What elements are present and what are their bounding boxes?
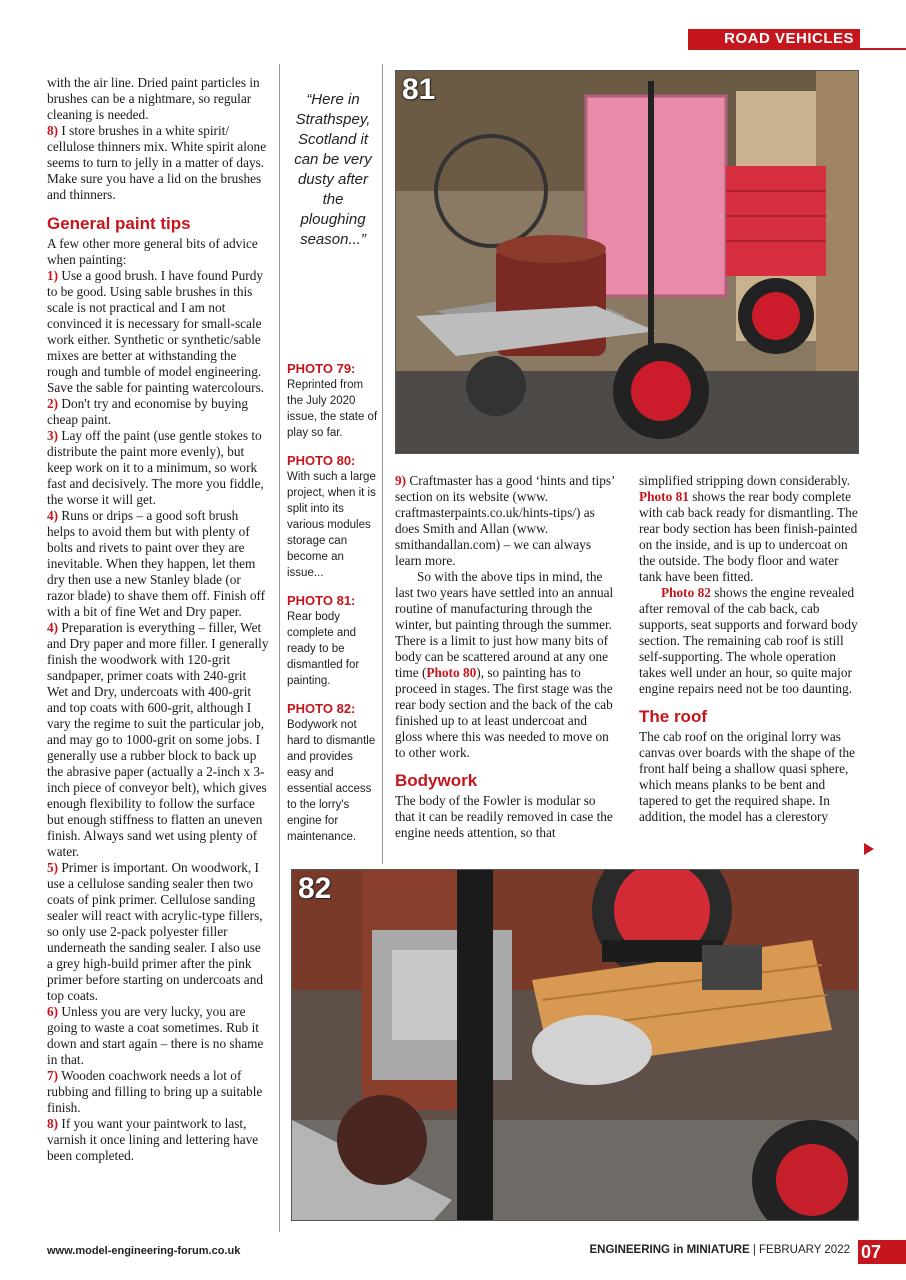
text: So with the above tips in mind, the last two years have settled into an annual routine of manufacturing through the winter, but painting through the summer. There is a limit to just how many bits of body can be scattered around at any one time ( [395,569,614,680]
column-1 [47,75,269,1164]
item-number: 4) [47,620,59,635]
item-text: Wooden coachwork needs a lot of rubbing and filling to bring up a suitable finish. [47,1068,263,1115]
paragraph: The cab roof on the original lorry was canvas over boards with the shape of the front half being a shallow quasi sphere, which means planks to be bent and tapered to get the required shape. In addition, the model has a clerestory [639,729,856,824]
list-item [47,508,269,620]
item-number: 5) [47,860,59,875]
list-item [47,123,269,203]
caption-heading: PHOTO 81: [287,593,356,608]
item-number: 8) [47,1116,59,1131]
footer-website: www.model-engineering-forum.co.uk [47,1245,241,1257]
list-item [47,268,269,396]
photo-82 [291,869,859,1221]
photo-reference: Photo 81 [639,489,689,504]
paragraph: The body of the Fowler is modular so that it can be readily removed in case the engine needs attention, so that [395,793,613,840]
section-header [688,29,860,48]
column-divider [382,64,383,864]
item-number: 8) [47,123,59,138]
lorry-engine-image [292,870,859,1221]
lorry-rear-body-image [396,71,859,454]
paragraph [639,585,859,697]
list-item [47,1116,269,1164]
photo-number: 81 [402,73,436,106]
item-number: 2) [47,396,59,411]
text: shows the rear body complete with cab back ready for dismantling. The rear body section has been finish-painted on the inside, and is up to undercoat on the outside. The body floor and water tank have been fitted. [639,489,858,584]
caption-text: Bodywork not hard to dismantle and provides easy and essential access to the lorry's engine for maintenance. [287,719,376,843]
list-item [47,860,269,1004]
item-number: 3) [47,428,59,443]
section-title: ROAD VEHICLES [724,30,854,47]
subheading-the-roof: The roof [639,707,707,726]
caption-text: With such a large project, when it is split into its various modules storage can become an issue... [287,471,376,579]
item-number: 1) [47,268,59,283]
list-item [47,396,269,428]
item-text: Lay off the paint (use gentle stokes to distribute the paint more evenly), but keep work on it to a minimum, so work fast and decisively. The more you fiddle, the worse it will get. [47,428,264,507]
photo-number: 82 [298,872,332,905]
item-number: 6) [47,1004,59,1019]
magazine-title: ENGINEERING in MINIATURE [589,1244,750,1256]
text: simplified stripping down considerably. [639,473,851,488]
column-3 [395,473,617,841]
caption-text: Rear body complete and ready to be dismantled for painting. [287,611,360,687]
item-text: Unless you are very lucky, you are going to waste a coat sometimes. Rub it down and start again – there is no shame in that. [47,1004,264,1067]
continue-arrow-icon [864,843,874,855]
item-text: Primer is important. On woodwork, I use a cellulose sanding sealer then two coats of pink primer. Cellulose sanding sealer will react with acrylic-type fillers, so only use 2-pack polyester filler underneath the sanding sealer. I also use a grey high-build primer after the pink primer before starting on undercoats and top coats. [47,860,263,1003]
item-text: Use a good brush. I have found Purdy to be good. Using sable brushes in this scale is not practical and I am not convinced it is necessary for small-scale work either. Synthetic or synthetic/sable mixes are better at withstanding the rough and tumble of model engineering. Save the sable for painting watercolours. [47,268,265,395]
footer-publication [589,1242,850,1258]
list-item [47,428,269,508]
paragraph: with the air line. Dried paint particles in brushes can be a nightmare, so regular cleaning is needed. [47,75,260,122]
paragraph: A few other more general bits of advice when painting: [47,236,258,267]
photo-reference: Photo 82 [661,585,711,600]
page-number: 07 [858,1240,906,1264]
list-item [47,1068,269,1116]
text: ), so painting has to proceed in stages. The first stage was the rear body section and the back of the cab finished up to at least undercoat and gloss where this was needed to move on to other work. [395,665,613,760]
item-text: Craftmaster has a good ‘hints and tips’ section on its website (www. craftmasterpaints.co.uk/hints-tips/) as does Smith and Allan (www. smithandallan.com) – we can always learn more. [395,473,615,568]
item-number: 7) [47,1068,59,1083]
subheading-bodywork: Bodywork [395,771,478,790]
column-divider [279,64,280,1232]
paragraph [639,473,859,585]
caption-heading: PHOTO 79: [287,361,356,376]
list-item [47,1004,269,1068]
list-item [395,473,617,569]
caption-text: Reprinted from the July 2020 issue, the state of play so far. [287,379,378,439]
caption-heading: PHOTO 80: [287,453,356,468]
item-text: If you want your paintwork to last, varnish it once lining and lettering have been completed. [47,1116,259,1163]
item-number: 9) [395,473,407,488]
pull-quote: “Here in Strathspey, Scotland it can be very dusty after the ploughing season...” [294,91,372,248]
item-text: Runs or drips – a good soft brush helps to avoid them but with plenty of bolts and rivets to paint over they are inevitable. When they happen, let them dry then use a new Stanley blade (or razor blade) to shave them off. Finish off with a bit of fine Wet and Dry paper. [47,508,266,619]
column-4 [639,473,859,825]
subheading-general-paint-tips: General paint tips [47,214,191,233]
paragraph [395,569,617,761]
photo-captions [287,361,379,845]
issue-date: | FEBRUARY 2022 [749,1244,850,1256]
item-text: Preparation is everything – filler, Wet and Dry paper and more filler. I generally finish the woodwork with 120-grit sandpaper, primer coats with 240-grit Wet and Dry, undercoats with 400-grit and top coats with 600-grit, although I vary the regime to suit the particular job, and may go to 1000-grit on some jobs. I generally use a rubber block to back up the abrasive paper (actually a 2-inch x 3-inch piece of conveyor belt), which gives enough flexibility to follow the surface but enough stiffness to flatten an uneven finish. Always sand wet using plenty of water. [47,620,269,859]
item-text: I store brushes in a white spirit/ cellulose thinners mix. White spirit alone seems to turn to jelly in a matter of days. Make sure you have a lid on the brushes and thinners. [47,123,267,202]
photo-81 [395,70,859,454]
item-text: Don't try and economise by buying cheap paint. [47,396,249,427]
text: shows the engine revealed after removal of the cab back, cab supports, seat supports and forward body section. The remaining cab roof is still self-supporting. The whole operation takes well under an hour, so quite major engine repairs need not be too daunting. [639,585,858,696]
photo-reference: Photo 80 [426,665,477,680]
item-number: 4) [47,508,59,523]
caption-heading: PHOTO 82: [287,701,356,716]
list-item [47,620,269,860]
header-rule [688,48,906,50]
